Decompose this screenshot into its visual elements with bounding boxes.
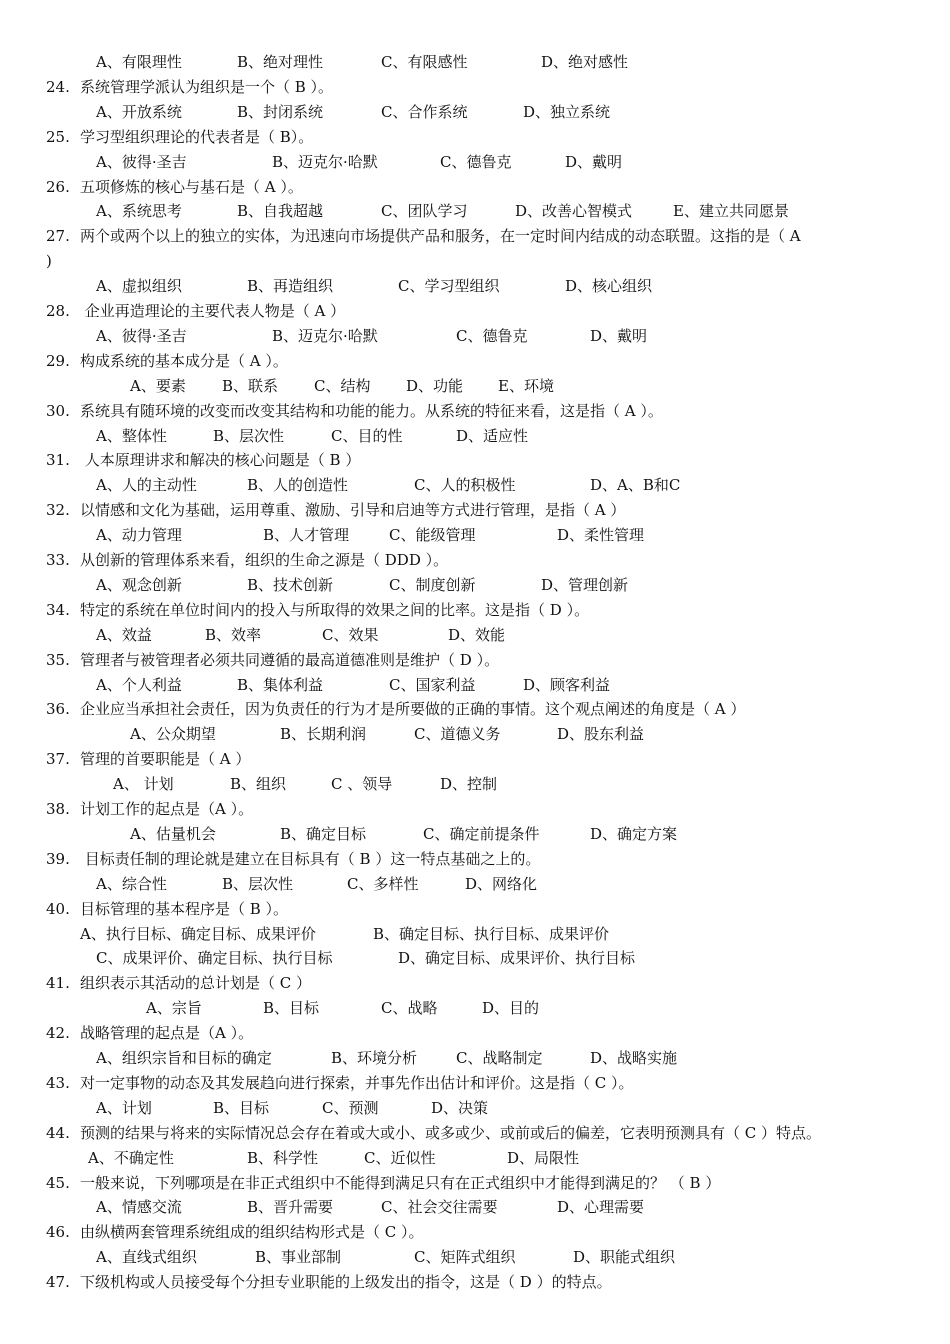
question-text: 计划工作的起点是（A ）。 bbox=[80, 800, 254, 818]
options-line bbox=[0, 473, 950, 497]
question-text: 以情感和文化为基础，运用尊重、激励、引导和启迪等方式进行管理，是指（ A ） bbox=[80, 501, 626, 520]
answer-option: C、能级管理 bbox=[389, 526, 476, 545]
answer-option: D、适应性 bbox=[456, 426, 529, 445]
answer-option: B、人的创造性 bbox=[247, 476, 349, 495]
answer-option: B、技术创新 bbox=[247, 575, 334, 594]
answer-option: C、确定前提条件 bbox=[423, 824, 540, 843]
options-line bbox=[0, 573, 950, 597]
answer-option: C、预测 bbox=[322, 1098, 379, 1117]
question-line bbox=[0, 747, 950, 771]
answer-option: B、迈克尔·哈默 bbox=[272, 326, 378, 345]
answer-option: D、职能式组织 bbox=[573, 1248, 676, 1267]
answer-option: C、德鲁克 bbox=[440, 152, 512, 171]
question-number: 26. bbox=[46, 177, 70, 196]
question-text: 企业再造理论的主要代表人物是（ A ） bbox=[80, 302, 346, 320]
answer-option: A、彼得·圣吉 bbox=[96, 152, 187, 171]
answer-option: A、要素 bbox=[130, 376, 186, 395]
answer-option: B、层次性 bbox=[222, 874, 294, 893]
question-line bbox=[0, 797, 950, 821]
answer-option: A、不确定性 bbox=[88, 1148, 174, 1167]
question-number: 32. bbox=[46, 501, 70, 520]
options-line bbox=[0, 424, 950, 448]
question-line bbox=[0, 224, 950, 248]
answer-option: C、团队学习 bbox=[381, 202, 468, 221]
question-text: 对一定事物的动态及其发展趋向进行探索，并事先作出估计和评价。这是指（ C ）。 bbox=[80, 1073, 634, 1092]
answer-option: B、自我超越 bbox=[237, 202, 324, 221]
answer-option: A、效益 bbox=[96, 625, 152, 644]
answer-option: A、个人利益 bbox=[96, 675, 182, 694]
answer-option: A、人的主动性 bbox=[96, 476, 197, 495]
question-line bbox=[0, 175, 950, 199]
question-text: 系统管理学派认为组织是一个（ B ）。 bbox=[80, 77, 334, 96]
question-number: 39. bbox=[46, 849, 70, 868]
answer-option: C、结构 bbox=[314, 376, 371, 395]
answer-option: B、确定目标、执行目标、成果评价 bbox=[373, 924, 610, 943]
answer-option: A、情感交流 bbox=[96, 1198, 182, 1217]
question-number: 35. bbox=[46, 650, 70, 669]
options-line bbox=[0, 996, 950, 1020]
answer-option: C、人的积极性 bbox=[414, 476, 516, 495]
question-number: 42. bbox=[46, 1024, 70, 1043]
question-line bbox=[0, 1021, 950, 1045]
answer-option: B、组织 bbox=[230, 775, 287, 794]
answer-option: A、虚拟组织 bbox=[96, 277, 182, 296]
answer-option: C、矩阵式组织 bbox=[414, 1248, 516, 1267]
question-text: 由纵横两套管理系统组成的组织结构形式是（ C ）。 bbox=[80, 1223, 424, 1242]
question-line bbox=[0, 897, 950, 921]
answer-option: B、晋升需要 bbox=[247, 1198, 334, 1217]
answer-option: C、战略 bbox=[381, 999, 438, 1018]
options-line bbox=[0, 523, 950, 547]
options-line bbox=[0, 946, 950, 970]
question-number: 40. bbox=[46, 899, 70, 918]
answer-option: A、宗旨 bbox=[146, 999, 202, 1018]
question-number: 24. bbox=[46, 77, 70, 96]
question-text: 管理者与被管理者必须共同遵循的最高道德准则是维护（ D ）。 bbox=[80, 650, 500, 669]
answer-option: C、效果 bbox=[322, 625, 379, 644]
options-line bbox=[0, 199, 950, 223]
options-line bbox=[0, 374, 950, 398]
answer-option: A、观念创新 bbox=[96, 575, 182, 594]
answer-option: D、决策 bbox=[431, 1098, 489, 1117]
question-text: 两个或两个以上的独立的实体，为迅速向市场提供产品和服务，在一定时间内结成的动态联盟。这指的是（ A bbox=[80, 227, 801, 246]
options-line bbox=[0, 722, 950, 746]
answer-option: B、联系 bbox=[222, 376, 279, 395]
answer-option: E、环境 bbox=[498, 376, 554, 395]
question-number: 30. bbox=[46, 401, 70, 420]
answer-option: B、目标 bbox=[213, 1098, 270, 1117]
answer-option: A、计划 bbox=[96, 1098, 152, 1117]
answer-option: C、学习型组织 bbox=[398, 277, 500, 296]
answer-option: A、系统思考 bbox=[96, 202, 182, 221]
options-line bbox=[0, 922, 950, 946]
question-continuation bbox=[0, 249, 950, 273]
answer-option: A、整体性 bbox=[96, 426, 167, 445]
answer-option: B、人才管理 bbox=[263, 526, 350, 545]
options-line bbox=[0, 872, 950, 896]
question-line bbox=[0, 498, 950, 522]
answer-option: A、综合性 bbox=[96, 874, 167, 893]
answer-option: B、确定目标 bbox=[280, 824, 367, 843]
answer-option: A、组织宗旨和目标的确定 bbox=[96, 1049, 272, 1067]
answer-option: C、近似性 bbox=[364, 1148, 436, 1167]
question-text: 目标管理的基本程序是（ B ）。 bbox=[80, 899, 289, 918]
answer-option: D、心理需要 bbox=[557, 1198, 645, 1217]
answer-option: C、国家利益 bbox=[389, 675, 476, 694]
options-line bbox=[0, 100, 950, 124]
options-line bbox=[0, 673, 950, 697]
answer-option: D、目的 bbox=[482, 999, 540, 1018]
options-line bbox=[0, 1046, 950, 1070]
answer-option: D、戴明 bbox=[590, 326, 648, 345]
answer-option: A、公众期望 bbox=[130, 725, 216, 744]
options-line bbox=[0, 274, 950, 298]
question-text: 一般来说，下列哪项是在非正式组织中不能得到满足只有在正式组织中才能得到满足的？ （ B ） bbox=[80, 1173, 721, 1192]
options-line bbox=[0, 772, 950, 796]
answer-option: D、局限性 bbox=[507, 1148, 580, 1167]
answer-option: B、目标 bbox=[263, 999, 320, 1018]
answer-option: A、执行目标、确定目标、成果评价 bbox=[80, 924, 316, 943]
answer-option: D、柔性管理 bbox=[557, 526, 645, 545]
question-number: 47. bbox=[46, 1273, 70, 1292]
answer-option: C、有限感性 bbox=[381, 53, 468, 71]
question-number: 29. bbox=[46, 351, 70, 370]
question-text: 战略管理的起点是（A ）。 bbox=[80, 1024, 254, 1043]
question-number: 33. bbox=[46, 551, 70, 569]
answer-option: D、核心组织 bbox=[565, 277, 653, 296]
options-line bbox=[0, 1195, 950, 1219]
question-line bbox=[0, 299, 950, 323]
options-line bbox=[0, 1245, 950, 1269]
answer-option: A、直线式组织 bbox=[96, 1248, 197, 1267]
question-text: 预测的结果与将来的实际情况总会存在着或大或小、或多或少、或前或后的偏差，它表明预测具有（ C ）特点。 bbox=[80, 1123, 822, 1142]
question-line bbox=[0, 349, 950, 373]
answer-option: D、网络化 bbox=[465, 874, 538, 893]
question-line bbox=[0, 697, 950, 721]
answer-option: D、戴明 bbox=[565, 152, 623, 171]
answer-option: C、德鲁克 bbox=[456, 326, 528, 345]
answer-option: A、彼得·圣吉 bbox=[96, 326, 187, 345]
options-line bbox=[0, 1146, 950, 1170]
answer-option: B、再造组织 bbox=[247, 277, 334, 296]
answer-option: D、确定目标、成果评价、执行目标 bbox=[398, 949, 636, 968]
question-number: 46. bbox=[46, 1223, 70, 1242]
answer-option: B、层次性 bbox=[213, 426, 285, 445]
answer-option: D、独立系统 bbox=[523, 102, 611, 121]
answer-option: D、功能 bbox=[406, 376, 464, 395]
question-line bbox=[0, 548, 950, 572]
question-line bbox=[0, 847, 950, 871]
answer-option: A、 计划 bbox=[113, 775, 174, 794]
answer-option: A、开放系统 bbox=[96, 102, 182, 121]
question-text: 企业应当承担社会责任，因为负责任的行为才是所要做的正确的事情。这个观点阐述的角度是（ A ） bbox=[80, 700, 746, 719]
question-line bbox=[0, 971, 950, 995]
answer-option: B、效率 bbox=[205, 625, 262, 644]
continuation-text: ) bbox=[46, 252, 52, 271]
answer-option: B、事业部制 bbox=[255, 1248, 342, 1267]
answer-option: A、动力管理 bbox=[96, 526, 182, 545]
answer-option: C、社会交往需要 bbox=[381, 1198, 498, 1217]
answer-option: B、环境分析 bbox=[331, 1049, 418, 1067]
answer-option: B、迈克尔·哈默 bbox=[272, 152, 378, 171]
question-text: 目标责任制的理论就是建立在目标具有（ B ）这一特点基础之上的。 bbox=[80, 849, 541, 868]
options-line bbox=[0, 150, 950, 174]
question-text: 系统具有随环境的改变而改变其结构和功能的能力。从系统的特征来看，这是指（ A ）。 bbox=[80, 401, 663, 420]
answer-option: A、有限理性 bbox=[96, 53, 182, 71]
answer-option: D、改善心智模式 bbox=[515, 202, 633, 221]
question-text: 学习型组织理论的代表者是（ B）。 bbox=[80, 127, 314, 146]
question-line bbox=[0, 1270, 950, 1294]
options-line bbox=[0, 623, 950, 647]
question-number: 41. bbox=[46, 974, 70, 993]
question-line bbox=[0, 399, 950, 423]
answer-option: D、顾客利益 bbox=[523, 675, 611, 694]
question-line bbox=[0, 75, 950, 99]
question-line bbox=[0, 1071, 950, 1095]
answer-option: C、道德义务 bbox=[414, 725, 501, 744]
options-line bbox=[0, 822, 950, 846]
options-line bbox=[0, 50, 950, 74]
question-number: 44. bbox=[46, 1123, 70, 1142]
answer-option: B、长期利润 bbox=[280, 725, 367, 744]
question-number: 38. bbox=[46, 800, 70, 818]
options-line bbox=[0, 324, 950, 348]
question-text: 下级机构或人员接受每个分担专业职能的上级发出的指令，这是（ D ）的特点。 bbox=[80, 1273, 612, 1292]
answer-option: D、控制 bbox=[440, 775, 498, 794]
question-text: 管理的首要职能是（ A ） bbox=[80, 750, 251, 769]
question-text: 人本原理讲求和解决的核心问题是（ B ） bbox=[80, 451, 361, 470]
question-line bbox=[0, 1171, 950, 1195]
answer-option: B、科学性 bbox=[247, 1148, 319, 1167]
question-number: 36. bbox=[46, 700, 70, 719]
answer-option: D、战略实施 bbox=[590, 1049, 678, 1067]
options-line bbox=[0, 1096, 950, 1120]
question-number: 27. bbox=[46, 227, 70, 246]
answer-option: C、目的性 bbox=[331, 426, 403, 445]
answer-option: C、多样性 bbox=[347, 874, 419, 893]
question-line bbox=[0, 1220, 950, 1244]
answer-option: B、集体利益 bbox=[237, 675, 324, 694]
question-number: 43. bbox=[46, 1073, 70, 1092]
answer-option: D、确定方案 bbox=[590, 824, 678, 843]
question-text: 构成系统的基本成分是（ A ）。 bbox=[80, 351, 288, 370]
question-number: 28. bbox=[46, 302, 70, 320]
question-line bbox=[0, 448, 950, 472]
question-text: 组织表示其活动的总计划是（ C ） bbox=[80, 974, 312, 993]
question-number: 37. bbox=[46, 750, 70, 769]
question-line bbox=[0, 1121, 950, 1145]
question-number: 31. bbox=[46, 451, 70, 470]
question-number: 34. bbox=[46, 600, 70, 619]
answer-option: D、管理创新 bbox=[541, 575, 629, 594]
answer-option: E、建立共同愿景 bbox=[673, 202, 789, 221]
answer-option: C、合作系统 bbox=[381, 102, 468, 121]
question-text: 五项修炼的核心与基石是（ A ）。 bbox=[80, 177, 303, 196]
answer-option: D、效能 bbox=[448, 625, 506, 644]
answer-option: C、成果评价、确定目标、执行目标 bbox=[96, 949, 333, 968]
answer-option: D、A、B和C bbox=[590, 476, 681, 495]
answer-option: B、封闭系统 bbox=[237, 102, 324, 121]
question-line bbox=[0, 125, 950, 149]
question-line bbox=[0, 648, 950, 672]
question-number: 45. bbox=[46, 1173, 70, 1192]
answer-option: C 、领导 bbox=[331, 775, 393, 794]
answer-option: C、制度创新 bbox=[389, 575, 476, 594]
question-line bbox=[0, 598, 950, 622]
answer-option: D、股东利益 bbox=[557, 725, 645, 744]
question-text: 从创新的管理体系来看，组织的生命之源是（ DDD ）。 bbox=[80, 551, 449, 569]
question-number: 25. bbox=[46, 127, 70, 146]
answer-option: D、绝对感性 bbox=[541, 53, 629, 71]
answer-option: C、战略制定 bbox=[456, 1049, 543, 1067]
answer-option: A、估量机会 bbox=[130, 824, 216, 843]
answer-option: B、绝对理性 bbox=[237, 53, 324, 71]
question-text: 特定的系统在单位时间内的投入与所取得的效果之间的比率。这是指（ D ）。 bbox=[80, 600, 590, 619]
